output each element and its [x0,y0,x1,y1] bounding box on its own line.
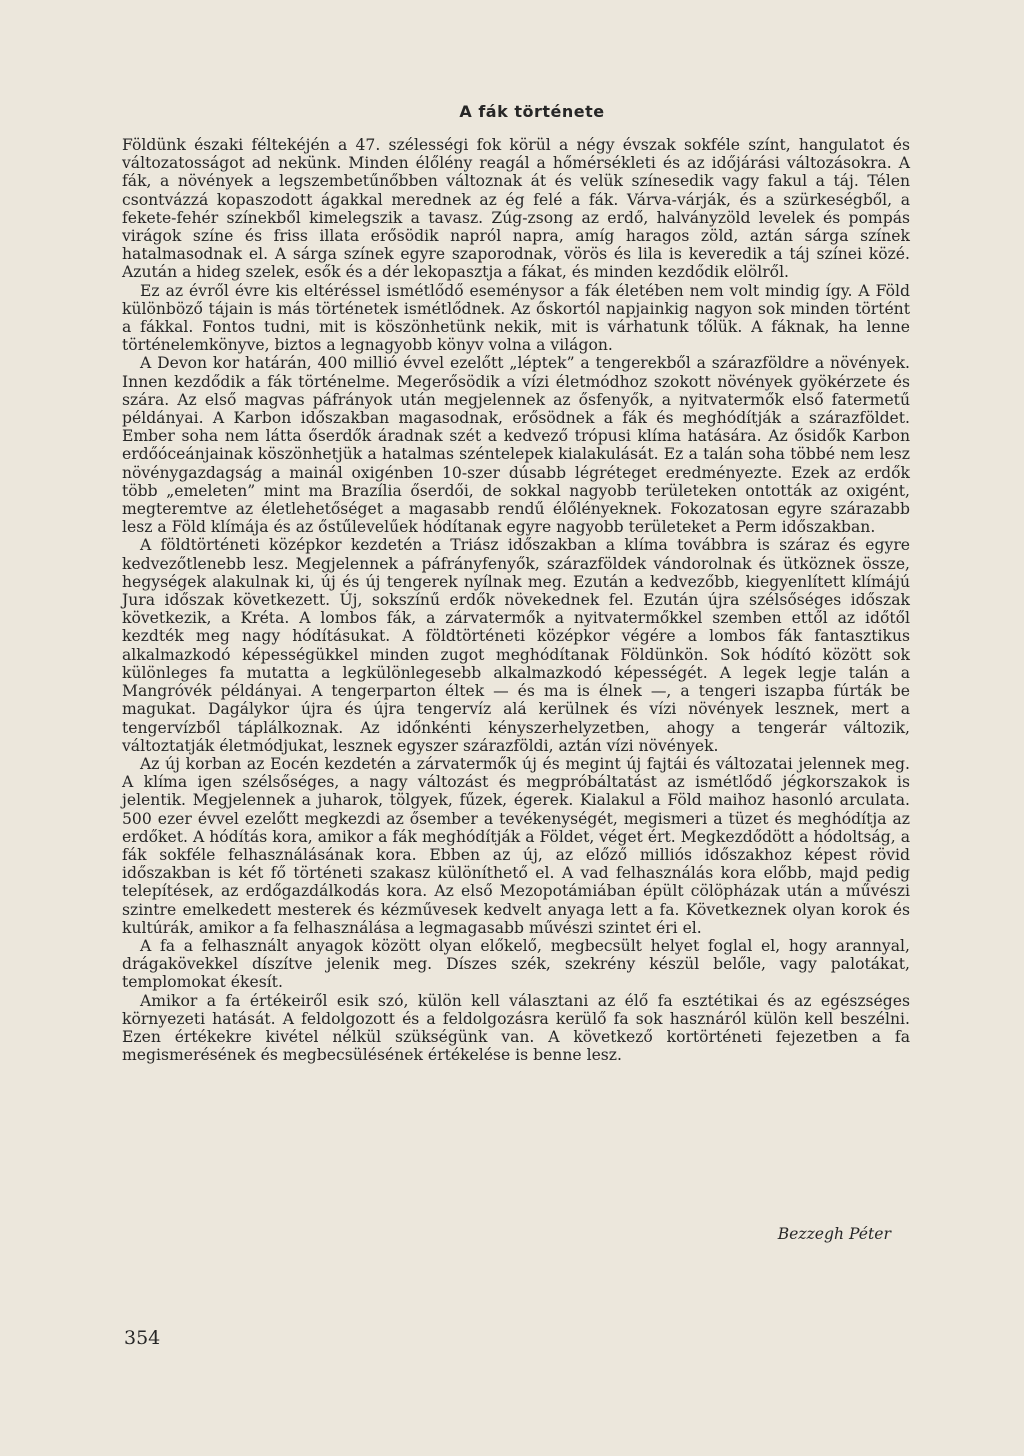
paragraph-3: A Devon kor határán, 400 millió évvel ezelőtt „léptek” a tengerekből a szárazföldre a növények. Innen kezdődik a fák történelme. Megerősödik a vízi életmódhoz szokott növények gyökérzete és szára. Az első magvas páfrányok után megjelennek az ősfenyők, a nyitvatermők első fatermetű példányai. A Karbon időszakban magasodnak, erősödnek a fák és meghódítják a szárazföldet. Ember soha nem látta őserdők áradnak szét a kedvező trópusi klíma hatására. Az ősidők Karbon erdőóceánjainak köszönhetjük a hatalmas széntelepek kialakulását. Ez a talán soha többé nem lesz növénygazdagság a mainál oxigénben 10-szer dúsabb légréteget eredményezte. Ezek az erdők több „emeleten” mint ma Brazília őserdői, de sokkal nagyobb területeken ontották az oxigént, megteremtve az életlehetőséget a magasabb rendű élőlényeknek. Fokozatosan egyre szárazabb lesz a Föld klímája és az őstűlevelűek hódítanak egyre nagyobb területeket a Perm időszakban. [122,354,910,537]
author-signature: Bezzegh Péter [777,1225,891,1243]
paragraph-6: A fa a felhasznált anyagok között olyan előkelő, megbecsült helyet foglal el, hogy arannyal, drágakövekkel díszítve jelenik meg. Díszes szék, szekrény készül belőle, vagy palotákat, templomokat ékesít. [122,936,910,992]
paragraph-7: Amikor a fa értékeiről esik szó, külön kell választani az élő fa esztétikai és az egészséges környezeti hatását. A feldolgozott és a feldolgozásra kerülő fa sok hasznáról külön kell beszélni. Ezen értékekre kivétel nélkül szükségünk van. A következő kortörténeti fejezetben a fa megismerésének és megbecsülésének értékelése is benne lesz. [122,991,910,1065]
article-body [122,136,910,1064]
paragraph-5: Az új korban az Eocén kezdetén a zárvatermők új és megint új fajtái és változatai jelennek meg. A klíma igen szélsőséges, a nagy változást és megpróbáltatást az ismétlődő jégkorszakok is jelentik. Megjelennek a juharok, tölgyek, fűzek, égerek. Kialakul a Föld maihoz hasonló arculata. 500 ezer évvel ezelőtt megkezdi az ősember a tevékenységét, megismeri a tüzet és meghódítja az erdőket. A hódítás kora, amikor a fák meghódítják a Földet, véget ért. Megkezdődött a hódoltság, a fák sokféle felhasználásának kora. Ebben az új, az előző milliós időszakhoz képest rövid időszakban is két fő történeti szakasz különíthető el. A vad felhasználás kora előbb, majd pedig telepítések, az erdőgazdálkodás kora. Az első Mezopotámiában épült cölöpházak után a művészi szintre emelkedett mesterek és kézművesek kedvelt anyaga lett a fa. Következnek olyan korok és kultúrák, amikor a fa felhasználása a legmagasabb művészi szintet éri el. [122,754,910,937]
paragraph-1: Földünk északi féltekéjén a 47. szélességi fok körül a négy évszak sokféle színt, hangulatot és változatosságot ad nekünk. Minden élőlény reagál a hőmérsékleti és az időjárási változásokra. A fák, a növények a legszembetűnőbben változnak át és velük színesedik vagy fakul a táj. Télen csontvázzá kopaszodott ágakkal merednek az ég felé a fák. Várva-várják, és a szürkeségből, a fekete-fehér színekből kimelegszik a tavasz. Zúg-zsong az erdő, halványzöld levelek és pompás virágok színe és friss illata erősödik napról napra, amíg haragos zöld, aztán sárga színek hatalmasodnak el. A sárga színek egyre szaporodnak, vörös és lila is keveredik a táj színei közé. Azután a hideg szelek, esők és a dér lekopasztja a fákat, és minden kezdődik elölről. [122,136,910,282]
paragraph-2: Ez az évről évre kis eltéréssel ismétlődő eseménysor a fák életében nem volt mindig így. A Föld különböző tájain is más történetek ismétlődnek. Az őskortól napjainkig nagyon sok minden történt a fákkal. Fontos tudni, mit is köszönhetünk nekik, mit is várhatunk tőlük. A fáknak, ha lenne történelemkönyve, biztos a legnagyobb könyv volna a világon. [122,281,910,355]
article-title: A fák története [459,102,605,121]
paragraph-4: A földtörténeti középkor kezdetén a Triász időszakban a klíma továbbra is száraz és egyre kedvezőtlenebb lesz. Megjelennek a páfrányfenyők, szárazföldek vándorolnak és ütköznek össze, hegységek alakulnak ki, új és új tengerek nyílnak meg. Ezután a kedvezőbb, kiegyenlített klímájú Jura időszak következett. Új, sokszínű erdők növekednek fel. Ezután újra szélsőséges időszak következik, a Kréta. A lombos fák, a zárvatermők a nyitvatermőkkel szemben ettől az időtől kezdték meg nagy hódításukat. A földtörténeti középkor végére a lombos fák fantasztikus alkalmazkodó képességükkel minden zugot meghódítanak Földünkön. Sok hódító között sok különleges fa mutatta a legkülönlegesebb alkalmazkodó képességét. A legek legje talán a Mangróvék példányai. A tengerparton éltek — és ma is élnek —, a tengeri iszapba fúrták be magukat. Dagálykor újra és újra tengervíz alá kerülnek és vízi növények lesznek, mert a tengervízből táplálkoznak. Az időnkénti kényszerhelyzetben, ahogy a tengerár változik, változtatják életmódjukat, lesznek egyszer szárazföldi, aztán vízi növények. [122,536,910,755]
page-number: 354 [124,1327,161,1349]
